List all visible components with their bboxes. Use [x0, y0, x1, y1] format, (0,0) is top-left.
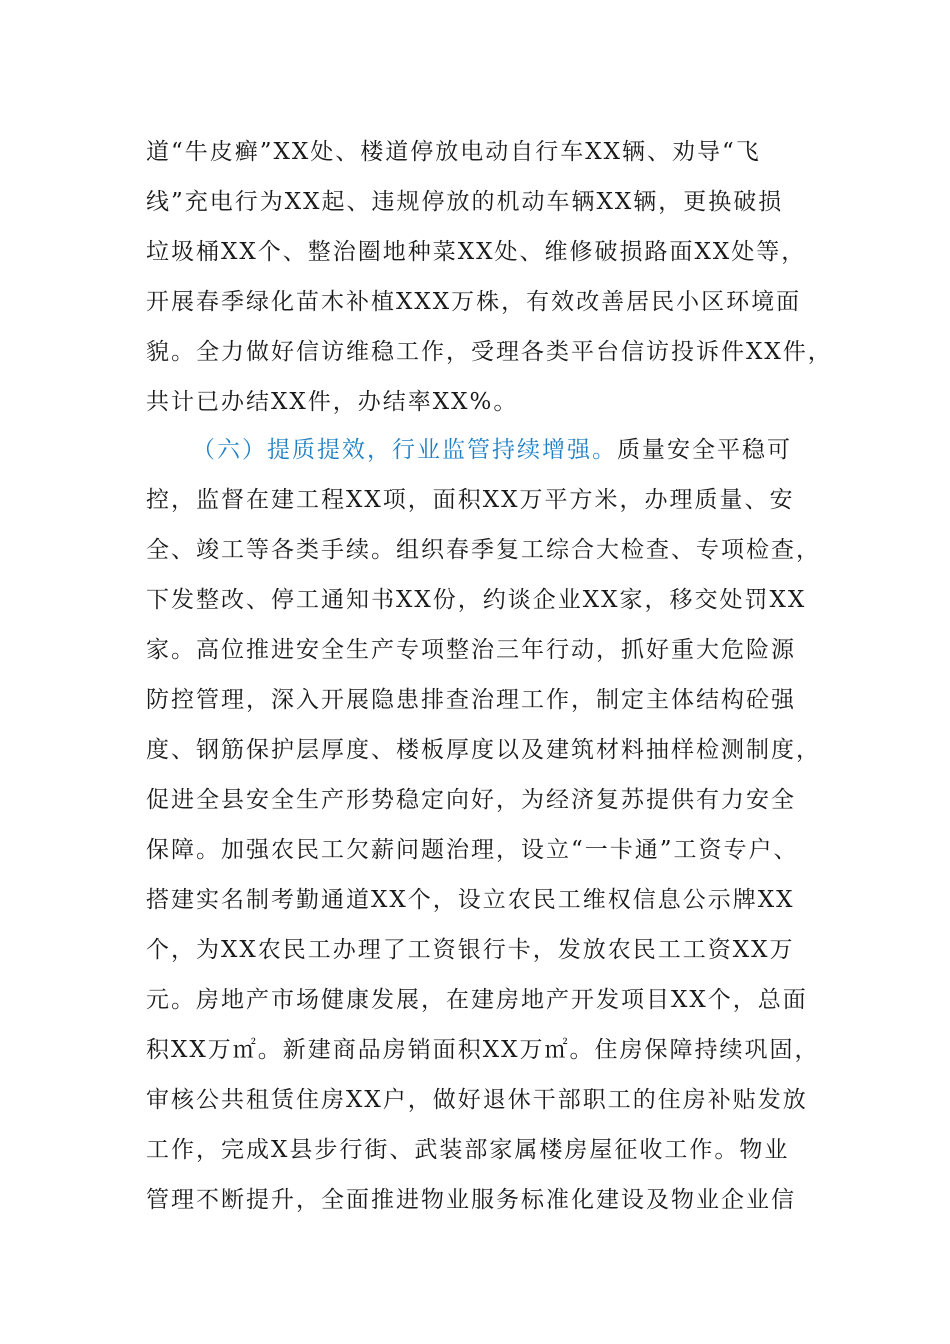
paragraph-1	[146, 127, 833, 427]
paragraph-2-line: 下发整改、停工通知书XX份，约谈企业XX家，移交处罚XX	[146, 587, 807, 613]
paragraph-2-line: 管理不断提升，全面推进物业服务标准化建设及物业企业信	[146, 1187, 796, 1213]
paragraph-2-line: 防控管理，深入开展隐患排查治理工作，制定主体结构砼强	[146, 687, 796, 713]
paragraph-2-line: 个，为XX农民工办理了工资银行卡，发放农民工工资XX万	[146, 937, 795, 963]
paragraph-2-first-line-text: 质量安全平稳可	[617, 437, 792, 463]
paragraph-1-line: 道“牛皮癣”XX处、楼道停放电动自行车XX辆、劝导“飞	[146, 139, 761, 165]
paragraph-2-line: 审核公共租赁住房XX户，做好退休干部职工的住房补贴发放	[146, 1087, 808, 1113]
paragraph-1-line: 开展春季绿化苗木补植XXX万株，有效改善居民小区环境面	[146, 289, 802, 315]
paragraph-2-first-line	[146, 425, 811, 475]
paragraph-2	[146, 425, 821, 1225]
paragraph-2-line: 全、竣工等各类手续。组织春季复工综合大检查、专项检查，	[146, 537, 821, 563]
paragraph-2-line: 保障。加强农民工欠薪问题治理，设立“一卡通”工资专户、	[146, 837, 799, 863]
paragraph-1-line: 垃圾桶XX个、整治圈地种菜XX处、维修破损路面XX处等，	[146, 239, 807, 265]
paragraph-2-line: 元。房地产市场健康发展，在建房地产开发项目XX个，总面	[146, 987, 808, 1013]
paragraph-2-line: 家。高位推进安全生产专项整治三年行动，抓好重大危险源	[146, 637, 796, 663]
paragraph-2-line: 促进全县安全生产形势稳定向好，为经济复苏提供有力安全	[146, 787, 796, 813]
paragraph-1-line: 貌。全力做好信访维稳工作，受理各类平台信访投诉件XX件，	[146, 339, 833, 365]
paragraph-2-line: 控，监督在建工程XX项，面积XX万平方米，办理质量、安	[146, 487, 795, 513]
paragraph-2-line: 工作，完成X县步行街、武装部家属楼房屋征收工作。物业	[146, 1137, 790, 1163]
paragraph-2-line: 积XX万㎡。新建商品房销面积XX万㎡。住房保障持续巩固，	[146, 1037, 820, 1063]
paragraph-1-line: 线”充电行为XX起、违规停放的机动车辆XX辆，更换破损	[146, 189, 784, 215]
paragraph-1-line: 共计已办结XX件，办结率XX%。	[146, 389, 519, 415]
paragraph-2-line: 度、钢筋保护层厚度、楼板厚度以及建筑材料抽样检测制度，	[146, 737, 821, 763]
paragraph-2-line: 搭建实名制考勤通道XX个，设立农民工维权信息公示牌XX	[146, 887, 795, 913]
section-heading: （六）提质提效，行业监管持续增强。	[192, 437, 617, 463]
